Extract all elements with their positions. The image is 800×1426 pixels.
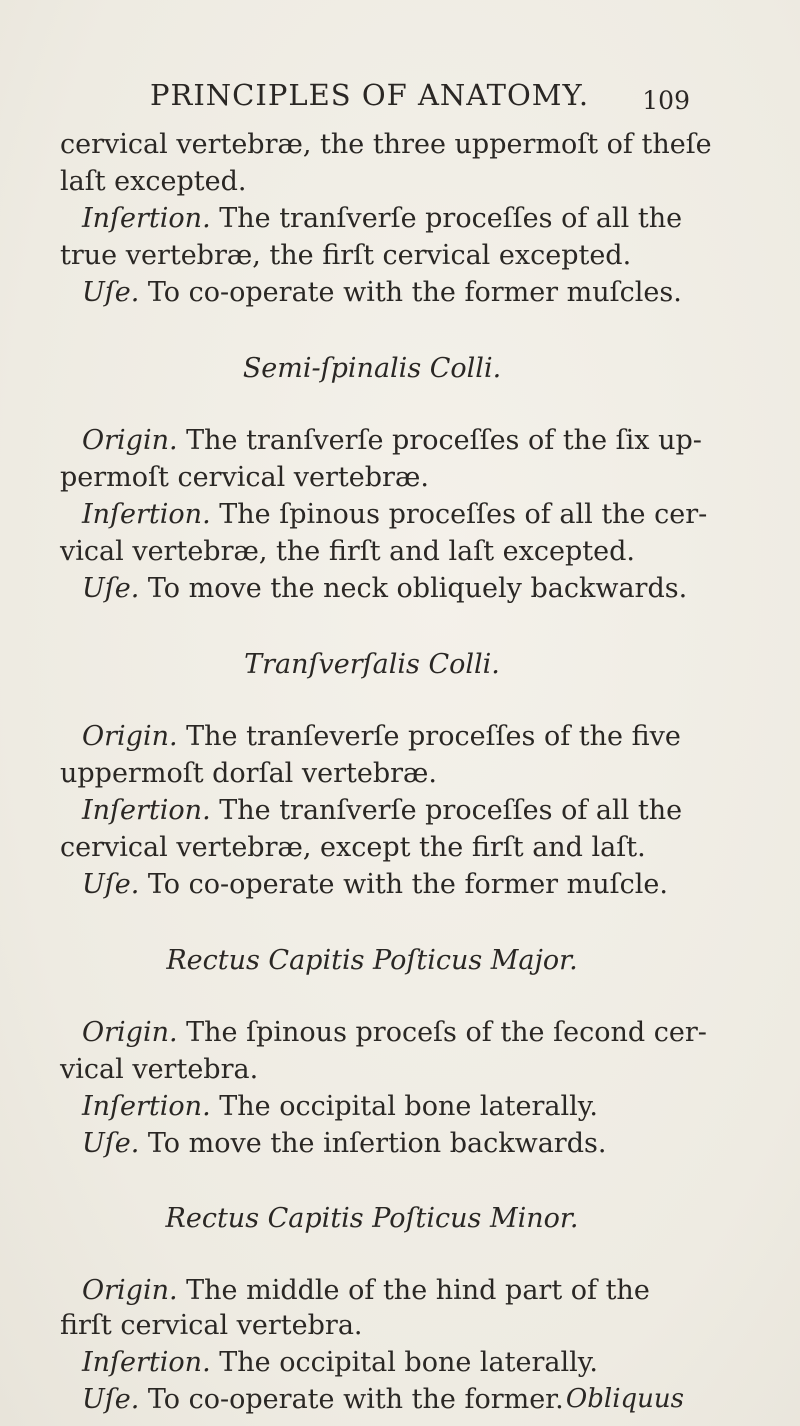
use-label: Uſe. (82, 869, 140, 900)
origin-label: Origin. (82, 425, 178, 456)
insertion-paragraph (82, 792, 682, 829)
text-line: cervical vertebræ, the three uppermoſt of theſe (60, 129, 712, 160)
use-paragraph (82, 866, 668, 903)
origin-label: Origin. (82, 1017, 178, 1048)
origin-paragraph (82, 718, 681, 755)
text-line: permoſt cervical vertebræ. (60, 462, 429, 493)
origin-text: The ſpinous proceſs of the ſecond cer- (177, 1017, 707, 1048)
section-title: Rectus Capitis Poſticus Major. (166, 945, 578, 976)
text-line: vical vertebra. (60, 1054, 259, 1085)
page-number: 109 (642, 86, 690, 115)
insertion-text: The tranſverſe proceſſes of all the (210, 795, 683, 826)
insertion-paragraph (82, 1344, 598, 1381)
insertion-label: Inſertion. (82, 203, 211, 234)
origin-label: Origin. (82, 1275, 178, 1306)
insertion-paragraph (82, 1088, 598, 1125)
use-text: To co-operate with the former. (139, 1384, 564, 1415)
origin-paragraph (82, 1272, 650, 1309)
insertion-label: Inſertion. (82, 1091, 211, 1122)
running-head: PRINCIPLES OF ANATOMY. (150, 78, 590, 112)
origin-text: The middle of the hind part of the (177, 1275, 650, 1306)
section-title: Semi-ſpinalis Colli. (242, 353, 502, 384)
origin-label: Origin. (82, 721, 178, 752)
text-line: vical vertebræ, the firſt and laſt excepted. (60, 536, 635, 567)
insertion-label: Inſertion. (82, 1347, 211, 1378)
insertion-paragraph (82, 496, 707, 533)
use-label: Uſe. (82, 1384, 140, 1415)
origin-paragraph (82, 422, 702, 459)
origin-text: The tranſeverſe proceſſes of the five (177, 721, 681, 752)
catchword: Obliquus (565, 1384, 684, 1414)
origin-text: The tranſverſe proceſſes of the ſix up- (177, 425, 702, 456)
use-label: Uſe. (82, 1128, 140, 1159)
insertion-paragraph (82, 200, 682, 237)
text-line: firſt cervical vertebra. (60, 1310, 363, 1341)
use-paragraph (82, 274, 682, 311)
use-label: Uſe. (82, 573, 140, 604)
use-text: To move the inſertion backwards. (139, 1128, 607, 1159)
insertion-text: The occipital bone laterally. (210, 1091, 598, 1122)
section-title: Tranſverſalis Colli. (244, 649, 500, 680)
use-text: To co-operate with the former muſcles. (139, 277, 682, 308)
use-label: Uſe. (82, 277, 140, 308)
text-line: true vertebræ, the firſt cervical excepted. (60, 240, 632, 271)
insertion-label: Inſertion. (82, 795, 211, 826)
text-line: laſt excepted. (60, 166, 247, 197)
section-title: Rectus Capitis Poſticus Minor. (165, 1203, 579, 1234)
text-line: cervical vertebræ, except the firſt and laſt. (60, 832, 646, 863)
use-paragraph (82, 570, 687, 607)
use-text: To co-operate with the former muſcle. (139, 869, 668, 900)
origin-paragraph (82, 1014, 707, 1051)
use-paragraph (82, 1381, 564, 1418)
page-header (150, 78, 690, 118)
insertion-text: The tranſverſe proceſſes of all the (210, 203, 683, 234)
body-text (60, 126, 712, 1306)
text-line: uppermoſt dorſal vertebræ. (60, 758, 437, 789)
insertion-label: Inſertion. (82, 499, 211, 530)
insertion-text: The occipital bone laterally. (210, 1347, 598, 1378)
insertion-text: The ſpinous proceſſes of all the cer- (210, 499, 708, 530)
use-paragraph (82, 1125, 606, 1162)
use-text: To move the neck obliquely backwards. (139, 573, 688, 604)
